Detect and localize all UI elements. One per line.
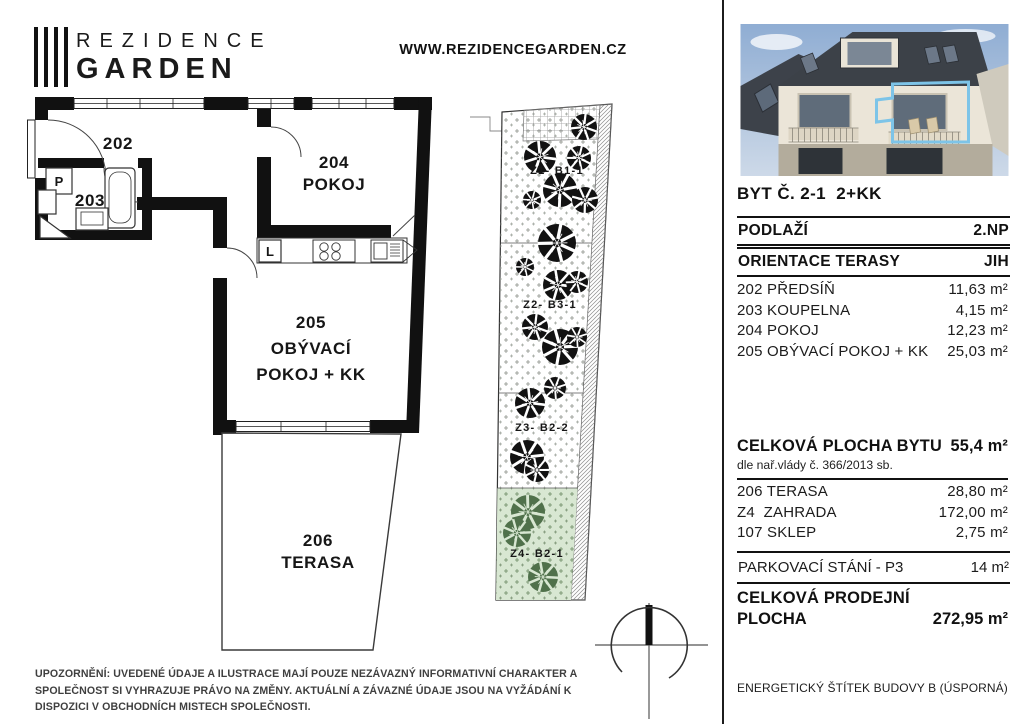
tree-icon [571, 114, 597, 140]
shower-corner-icon [40, 216, 70, 238]
room-label-203: 203 [74, 191, 106, 210]
table-row [737, 342, 1008, 363]
row-name: 203 KOUPELNA [737, 301, 851, 319]
total-area-block [737, 437, 1008, 480]
tree-icon [544, 377, 566, 399]
room-label-205: 205 [295, 313, 327, 332]
panel-divider [722, 0, 724, 724]
row-area: 12,23 m² [947, 322, 1008, 340]
grand-total-block [737, 588, 1008, 630]
orientation-value: JIH [983, 253, 1009, 270]
table-row [737, 280, 1008, 301]
lounge-chair [927, 117, 939, 133]
neighbor-step-line [470, 117, 503, 131]
total-area-note: dle nař.vlády č. 366/2013 sb. [737, 458, 893, 472]
tree-icon [522, 314, 548, 340]
website-url: WWW.REZIDENCEGARDEN.CZ [399, 42, 627, 58]
zone1-label: Z1- B1-1 [530, 165, 584, 177]
zone2-label: Z2- B3-1 [523, 299, 577, 311]
details-panel [737, 0, 1008, 724]
row-name: 205 OBÝVACÍ POKOJ + KK [737, 342, 929, 360]
row-name: 206 TERASA [737, 483, 828, 500]
parking-label: PARKOVACÍ STÁNÍ - P3 [738, 559, 904, 576]
row-name: 202 PŘEDSÍŇ [737, 281, 836, 298]
table-row [737, 321, 1008, 342]
toilet-icon [38, 190, 56, 214]
total-area-label: CELKOVÁ PLOCHA BYTU [737, 437, 942, 455]
zone4-label: Z4- B2-1 [510, 548, 564, 560]
brand-name-top: REZIDENCE [76, 30, 273, 52]
row-name: 107 SKLEP [737, 524, 817, 542]
floor-value: 2.NP [973, 222, 1009, 239]
table-row [737, 301, 1008, 322]
row-area: 2,75 m² [955, 524, 1008, 542]
row-area: 25,03 m² [947, 342, 1008, 360]
fridge-label: L [266, 244, 274, 259]
total-area-value: 55,4 m² [950, 437, 1008, 455]
brand-name-bottom: GARDEN [76, 53, 238, 85]
disclaimer-text: UPOZORNĚNÍ: UVEDENÉ ÚDAJE A ILUSTRACE MAJÍ POUZE NEZÁVAZNÝ INFORMATIVNÍ CHARAKTER A SPOLEČNOST SI VYHRAZUJE PRÁVO NA ZMĚNY. AKTUÁLNÍ A ZÁVAZNÉ ÚDAJE JSOU NA VYŽÁDÁNÍ K DISPOZICI V OBCHODNÍCH MISTECH SPOLEČNOSTI. [35, 668, 577, 713]
brand-logo [34, 27, 273, 87]
extras-table [737, 482, 1008, 544]
garden-strip [470, 95, 620, 607]
floor-row [737, 216, 1010, 246]
energy-label: ENERGETICKÝ ŠTÍTEK BUDOVY B (ÚSPORNÁ) [737, 681, 1008, 695]
table-row [737, 503, 1008, 524]
room-name-205-line1: OBÝVACÍ [270, 339, 352, 358]
parking-value: 14 m² [970, 559, 1009, 576]
table-row [737, 523, 1008, 544]
building-photo [739, 24, 1010, 176]
room-name-205-line2: POKOJ + KK [256, 365, 366, 384]
floor-plan-walls [35, 97, 432, 435]
orientation-label: ORIENTACE TERASY [738, 253, 901, 270]
row-name: 204 POKOJ [737, 322, 819, 340]
room-label-204: 204 [318, 153, 350, 172]
row-area: 11,63 m² [948, 281, 1008, 298]
compass-north-icon [593, 597, 713, 724]
kitchen-counter [257, 238, 417, 263]
row-area: 28,80 m² [947, 483, 1008, 500]
room-label-202: 202 [102, 134, 134, 153]
orientation-row [737, 247, 1010, 277]
grand-total-label-line2: PLOCHA [737, 610, 807, 628]
room-label-206: 206 [302, 531, 334, 550]
unit-title: BYT Č. 2-1 2+KK [737, 184, 882, 203]
row-name: Z4 ZAHRADA [737, 503, 837, 521]
room-name-204: POKOJ [302, 175, 366, 194]
floor-label: PODLAŽÍ [738, 222, 809, 239]
table-row [737, 482, 1008, 503]
logo-bars-icon [34, 27, 68, 87]
parking-row [737, 551, 1010, 584]
row-area: 4,15 m² [955, 301, 1008, 319]
grand-total-label-line1: CELKOVÁ PRODEJNÍ [737, 589, 910, 607]
tree-icon [515, 388, 545, 418]
floor-plan [26, 90, 438, 662]
lounge-chair [909, 118, 921, 134]
washer-label: P [54, 174, 64, 189]
row-area: 172,00 m² [938, 503, 1008, 521]
room-area-table [737, 280, 1008, 362]
grand-total-value: 272,95 m² [932, 610, 1008, 628]
zone3-label: Z3- B2-2 [515, 422, 569, 434]
room-name-206: TERASA [281, 553, 355, 572]
